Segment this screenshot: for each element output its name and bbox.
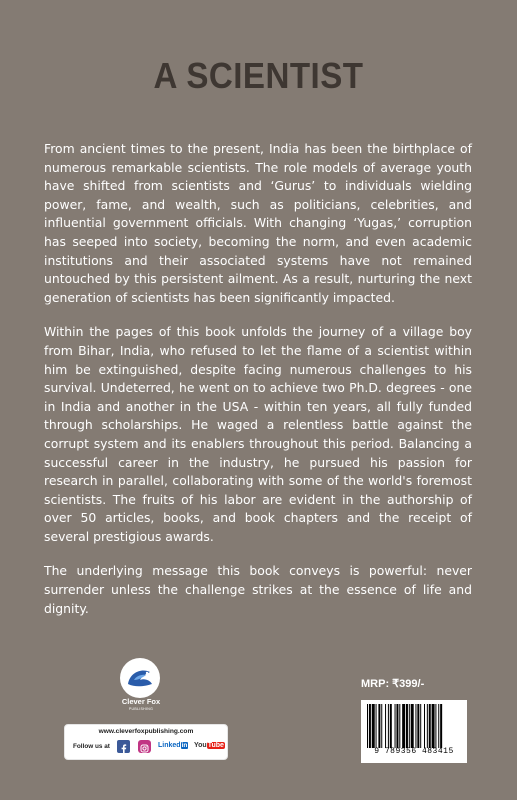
blurb-paragraph-2: Within the pages of this book unfolds the journey of a village boy from Bihar, India, who refused to let the flame of a scientist within him be extinguished, despite facing numerous challenges to his survival. Undeterred, he went on to achieve two Ph.D. degrees - one in India and another in the USA - within ten years, all fully funded through scholarships. He waged a relentless battle against the corrupt system and its enablers throughout this period. Balancing a successful career in the industry, he pursued his passion for research in parallel, collaborating with some of the world's foremost scientists. The fruits of his labor are evident in the authorship of over 50 articles, books, and book chapters and the receipt of several prestigious awards. xyxy=(44,324,472,544)
instagram-icon[interactable] xyxy=(138,740,151,753)
publisher-logo xyxy=(114,658,168,714)
back-cover-blurb xyxy=(44,140,472,634)
publisher-name: Clever Fox xyxy=(121,697,161,706)
social-links-box xyxy=(64,724,228,760)
youtube-label: You xyxy=(194,742,207,749)
barcode-icon xyxy=(367,704,461,748)
isbn-number: 9 789356 483415 xyxy=(374,747,454,756)
linkedin-icon[interactable] xyxy=(158,742,188,749)
youtube-icon[interactable] xyxy=(194,742,225,749)
blurb-paragraph-1: From ancient times to the present, India has been the birthplace of numerous remarkable scientists. The role models of average youth have shifted from scientists and ‘Gurus’ to individuals wielding power, fame, and wealth, such as politicians, celebrities, and influential government officials. With changing ‘Yugas,’ corruption has seeped into society, becoming the norm, and even academic institutions and their associated systems have not remained untouched by this persistent ailment. As a result, nurturing the next generation of scientists has been significantly impacted. xyxy=(44,141,472,305)
blurb-paragraph-3: The underlying message this book conveys is powerful: never surrender unless the challenge strikes at the essence of life and dignity. xyxy=(44,563,472,616)
linkedin-badge: in xyxy=(181,742,188,749)
book-title: A SCIENTIST xyxy=(153,55,364,96)
facebook-icon[interactable] xyxy=(117,740,130,753)
price-label: MRP: ₹399/- xyxy=(361,678,425,690)
linkedin-label: Linked xyxy=(158,742,181,749)
isbn-barcode xyxy=(361,700,467,763)
follow-label: Follow us at xyxy=(73,743,110,750)
fox-logo-icon xyxy=(120,658,160,698)
publisher-website[interactable]: www.cleverfoxpublishing.com xyxy=(98,728,194,735)
youtube-badge: Tube xyxy=(207,742,224,749)
publisher-subtitle: PUBLISHING xyxy=(128,707,154,711)
